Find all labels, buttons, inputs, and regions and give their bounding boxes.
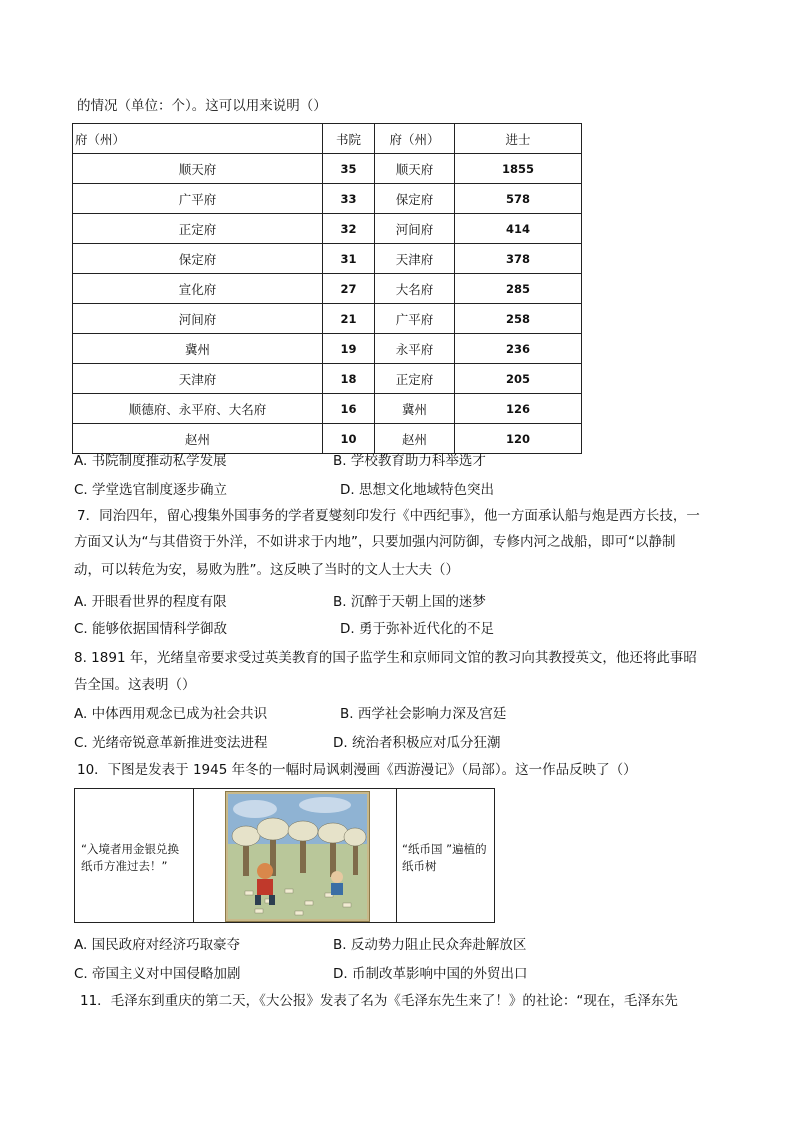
q8-stem-line-1: 8. 1891 年，光绪皇帝要求受过英美教育的国子监学生和京师同文馆的教习向其教授英文，他还将此事昭 [74,650,697,666]
table-header-cell: 府（州） [73,124,323,154]
table-row [73,334,582,364]
q7-stem-line-2: 方面又认为“与其借资于外洋，不如讲求于内地”，只要加强内河防御，专修内河之战船，即可“以静制 [74,534,676,550]
caption-left-line-2: 纸币方准过去！” [81,859,168,873]
table-cell: 21 [323,304,375,334]
q6-option-c: C. 学堂选官制度逐步确立 [74,482,228,498]
table-cell: 赵州 [73,424,323,454]
table-row [73,394,582,424]
q7-option-b: B. 沉醉于天朝上国的迷梦 [333,594,486,610]
table-row [73,214,582,244]
q7-option-d: D. 勇于弥补近代化的不足 [340,621,494,637]
table-cell: 205 [455,364,582,394]
table-cell: 顺天府 [73,154,323,184]
table-cell: 永平府 [375,334,455,364]
q10-stem-line-1: 10．下图是发表于 1945 年冬的一幅时局讽刺漫画《西游漫记》（局部）。这一作品反映了（） [77,762,637,778]
table-cell: 16 [323,394,375,424]
q6-option-a: A. 书院制度推动私学发展 [74,453,227,469]
table-cell: 285 [455,274,582,304]
q11-stem-line-1: 11．毛泽东到重庆的第二天，《大公报》发表了名为《毛泽东先生来了！》的社论：“现在，毛泽东先 [80,993,678,1009]
table-cell: 保定府 [73,244,323,274]
caption-left-line-1: “入境者用金银兑换 [81,842,179,856]
q10-option-b: B. 反动势力阻止民众奔赴解放区 [333,937,527,953]
q8-option-b: B. 西学社会影响力深及宫廷 [340,706,507,722]
table-cell: 大名府 [375,274,455,304]
cartoon-illustration [225,791,370,922]
q8-option-c: C. 光绪帝锐意革新推进变法进程 [74,735,268,751]
table-cell: 顺天府 [375,154,455,184]
table-cell: 414 [455,214,582,244]
table-cell: 正定府 [73,214,323,244]
table-cell: 33 [323,184,375,214]
q8-option-d: D. 统治者积极应对瓜分狂潮 [333,735,501,751]
table-row [73,244,582,274]
table-cell: 天津府 [375,244,455,274]
table-cell: 258 [455,304,582,334]
table-row [73,274,582,304]
table-cell: 广平府 [375,304,455,334]
q7-option-c: C. 能够依据国情科学御敌 [74,621,228,637]
table-cell: 正定府 [375,364,455,394]
table-header-row [73,124,582,154]
q8-option-a: A. 中体西用观念已成为社会共识 [74,706,268,722]
table-header-cell: 书院 [323,124,375,154]
table-cell: 120 [455,424,582,454]
caption-right-line-2: 纸币树 [402,859,437,873]
q6-option-b: B. 学校教育助力科举选才 [333,453,486,469]
table-cell: 顺德府、永平府、大名府 [73,394,323,424]
q10-option-d: D. 币制改革影响中国的外贸出口 [333,966,528,982]
table-cell: 578 [455,184,582,214]
table-cell: 236 [455,334,582,364]
table-cell: 32 [323,214,375,244]
q10-option-a: A. 国民政府对经济巧取豪夺 [74,937,241,953]
q10-option-c: C. 帝国主义对中国侵略加剧 [74,966,241,982]
cartoon-figure [74,788,495,923]
table-cell: 31 [323,244,375,274]
table-cell: 赵州 [375,424,455,454]
q8-stem-line-2: 告全国。这表明（） [74,677,196,693]
table-cell: 19 [323,334,375,364]
table-cell: 35 [323,154,375,184]
table-header-cell: 进士 [455,124,582,154]
table-cell: 126 [455,394,582,424]
table-cell: 10 [323,424,375,454]
q6-option-d: D. 思想文化地域特色突出 [340,482,494,498]
figure-divider [193,789,194,922]
cartoon-figure-small [331,871,343,895]
q7-option-a: A. 开眼看世界的程度有限 [74,594,227,610]
table-row [73,304,582,334]
table-cell: 18 [323,364,375,394]
table-cell: 378 [455,244,582,274]
table-row [73,154,582,184]
academy-jinshi-table [72,123,582,454]
table-cell: 冀州 [73,334,323,364]
q7-stem-line-3: 动，可以转危为安，易败为胜”。这反映了当时的文人士大夫（） [74,562,459,578]
table-cell: 河间府 [73,304,323,334]
cloud [299,797,351,813]
cloud [233,800,277,818]
table-cell: 广平府 [73,184,323,214]
figure-divider [396,789,397,922]
table-cell: 冀州 [375,394,455,424]
table-cell: 1855 [455,154,582,184]
table-cell: 天津府 [73,364,323,394]
question-6-stem-tail: 的情况（单位：个）。这可以用来说明（） [77,98,327,114]
table-row [73,184,582,214]
caption-right-line-1: “纸币国 ”遍植的 [402,842,487,856]
table-cell: 27 [323,274,375,304]
table-cell: 保定府 [375,184,455,214]
table-header-cell: 府（州） [375,124,455,154]
q7-stem-line-1: 7．同治四年，留心搜集外国事务的学者夏燮刻印发行《中西纪事》，他一方面承认船与炮是西方长技，一 [77,508,700,524]
table-row [73,424,582,454]
table-row [73,364,582,394]
table-cell: 宣化府 [73,274,323,304]
table-cell: 河间府 [375,214,455,244]
